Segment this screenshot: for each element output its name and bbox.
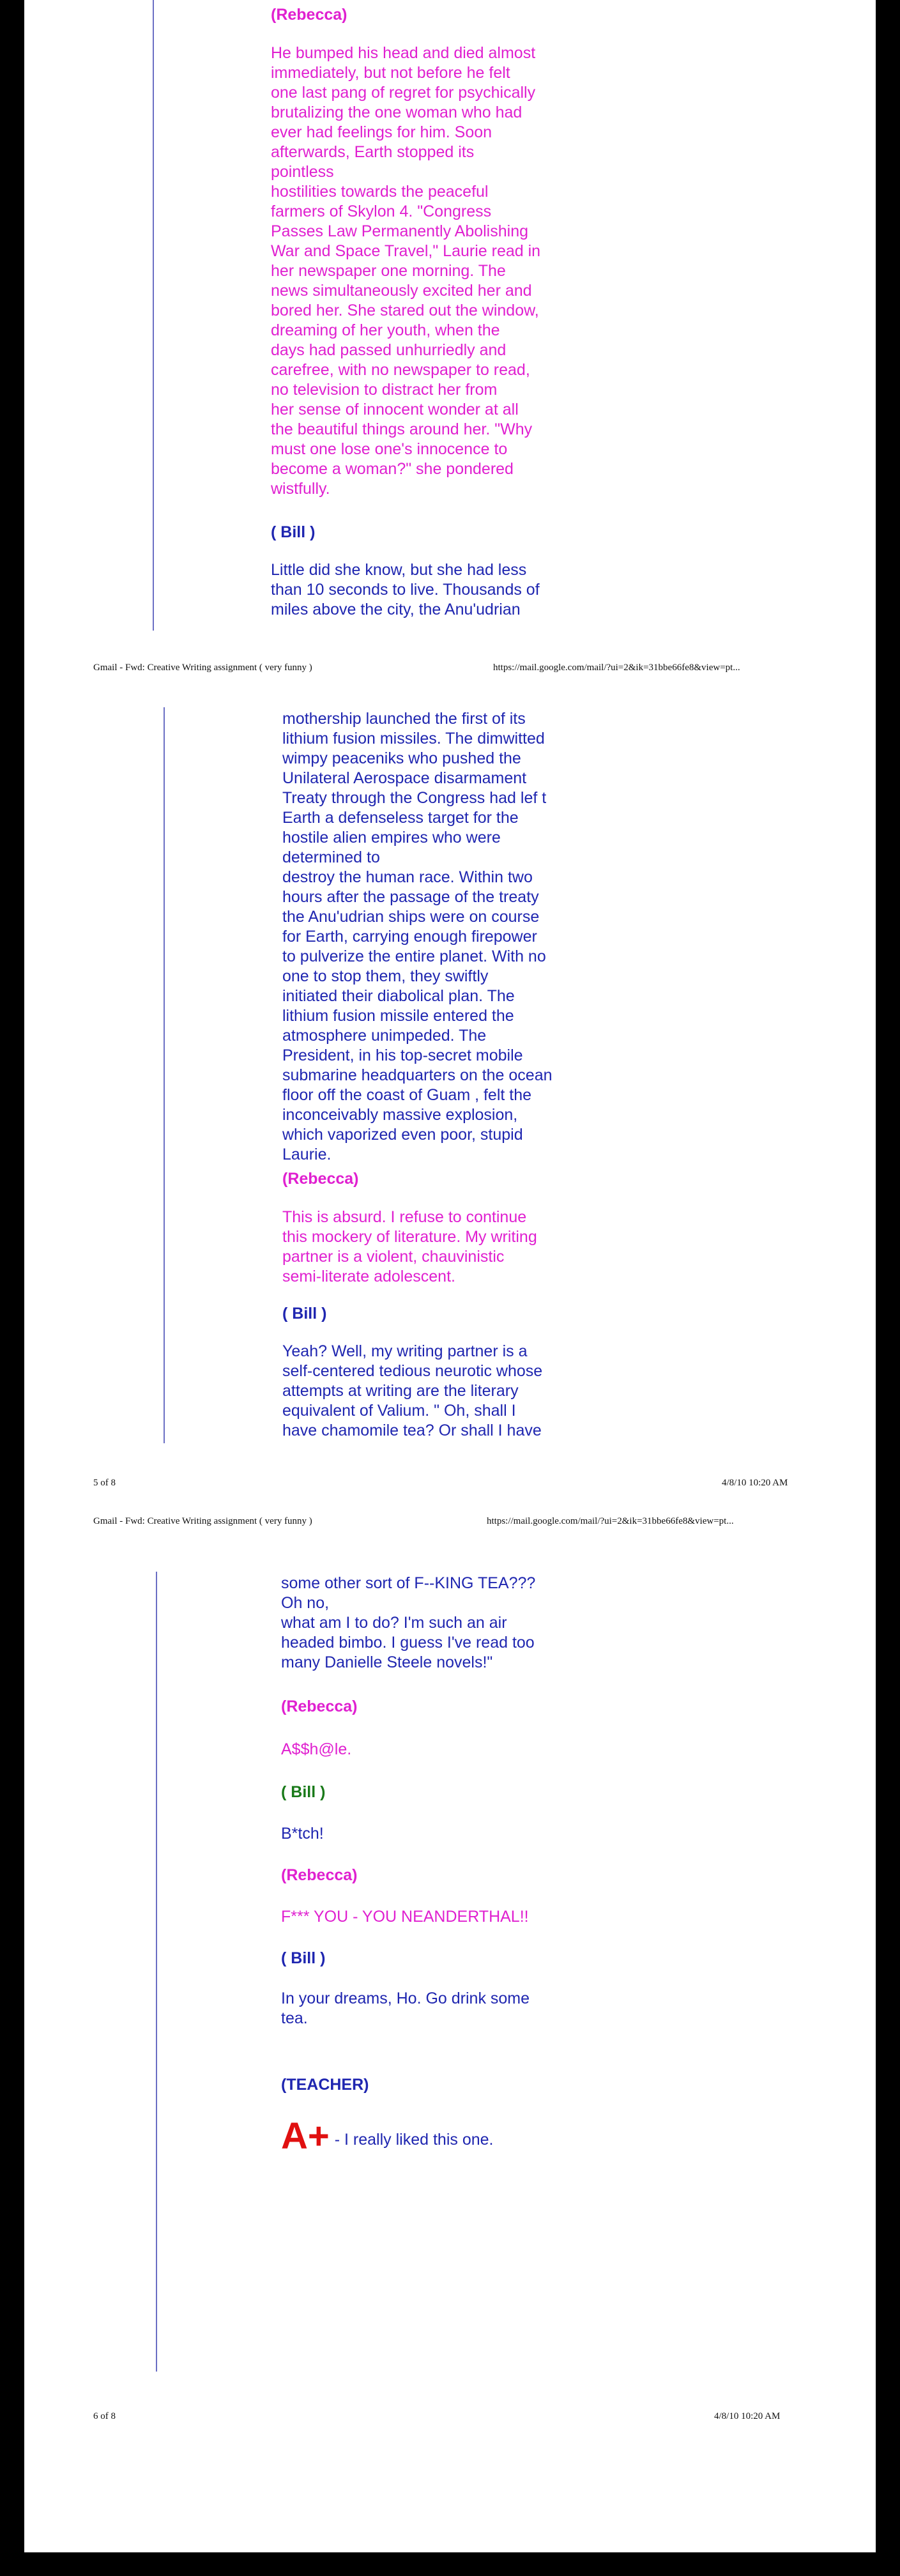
rebecca-passage: He bumped his head and died almost immediately, but not before he felt one last pang of regret for psychically brutalizing the one woman who had ever had feelings for him. Soon afterwards, Earth stopped its pointless hostilities towards the peaceful farmers of Skylon 4. "Congress Passes Law Permanently Abolishing War and Space Travel," Laurie read in her newspaper one morning. The news simultaneously excited her and bored her. She stared out the window, dreaming of her youth, when the days had passed unhurriedly and carefree, with no newspaper to read, no television to distract her from her sense of innocent wonder at all the beautiful things around her. "Why must one lose one's innocence to become a woman?" she pondered wistfully. (271, 44, 541, 498)
bill-passage: Little did she know, but she had less than 10 seconds to live. Thousands of miles above the city, the Anu'udrian (271, 561, 540, 618)
page-timestamp: 4/8/10 10:20 AM (714, 2411, 781, 2421)
speaker-rebecca: (Rebecca) (271, 6, 347, 24)
grade-comment: - I really liked this one. (334, 2131, 494, 2149)
speaker-rebecca: (Rebecca) (281, 1866, 358, 1884)
speaker-bill: ( Bill ) (281, 1783, 326, 1801)
page-number: 5 of 8 (93, 1478, 116, 1488)
teacher-grade-line (281, 2115, 493, 2158)
grade-mark: A+ (281, 2115, 330, 2157)
rebecca-line: F*** YOU - YOU NEANDERTHAL!! (281, 1908, 529, 1926)
page-header-url: https://mail.google.com/mail/?ui=2&ik=31bbe66fe8&view=pt... (487, 1516, 734, 1526)
bill-passage: mothership launched the first of its lithium fusion missiles. The dimwitted wimpy peaceniks who pushed the Unilateral Aerospace disarmament Treaty through the Congress had lef t Earth a defenseless target for the hostile alien empires who were determined to destroy the human race. Within two hours after the passage of the treaty the Anu'udrian ships were on course for Earth, carrying enough firepower to pulverize the entire planet. With no one to stop them, they swiftly initiated their diabolical plan. The lithium fusion missile entered the atmosphere unimpeded. The President, in his top-secret mobile submarine headquarters on the ocean floor off the coast of Guam , felt the inconceivably massive explosion, which vaporized even poor, stupid Laurie. (282, 710, 553, 1163)
speaker-teacher: (TEACHER) (281, 2076, 369, 2094)
speaker-rebecca: (Rebecca) (282, 1170, 359, 1188)
quote-margin-line (156, 1572, 157, 2372)
rebecca-line: A$$h@le. (281, 1740, 352, 1758)
page-timestamp: 4/8/10 10:20 AM (722, 1478, 788, 1488)
speaker-bill: ( Bill ) (271, 523, 316, 541)
page-number: 6 of 8 (93, 2411, 116, 2421)
bill-passage: Yeah? Well, my writing partner is a self-centered tedious neurotic whose attempts at writing are the literary equivalent of Valium. " Oh, shall I have chamomile tea? Or shall I have (282, 1342, 543, 1439)
bill-line: B*tch! (281, 1825, 324, 1843)
quote-margin-line (164, 707, 165, 1443)
email-printout (24, 0, 876, 2552)
bill-passage: some other sort of F--KING TEA??? Oh no, what am I to do? I'm such an air headed bimbo. I guess I've read too many Danielle Steele novels!" (281, 1574, 536, 1671)
rebecca-passage: This is absurd. I refuse to continue this mockery of literature. My writing partner is a violent, chauvinistic semi-literate adolescent. (282, 1208, 537, 1285)
page-header-title: Gmail - Fwd: Creative Writing assignment ( very funny ) (93, 663, 312, 673)
speaker-rebecca: (Rebecca) (281, 1698, 358, 1715)
page-header-title: Gmail - Fwd: Creative Writing assignment ( very funny ) (93, 1516, 312, 1526)
speaker-bill: ( Bill ) (282, 1305, 327, 1322)
quote-margin-line (153, 0, 154, 631)
bill-line: In your dreams, Ho. Go drink some tea. (281, 1989, 530, 2027)
page-header-url: https://mail.google.com/mail/?ui=2&ik=31bbe66fe8&view=pt... (493, 663, 740, 673)
speaker-bill: ( Bill ) (281, 1949, 326, 1967)
